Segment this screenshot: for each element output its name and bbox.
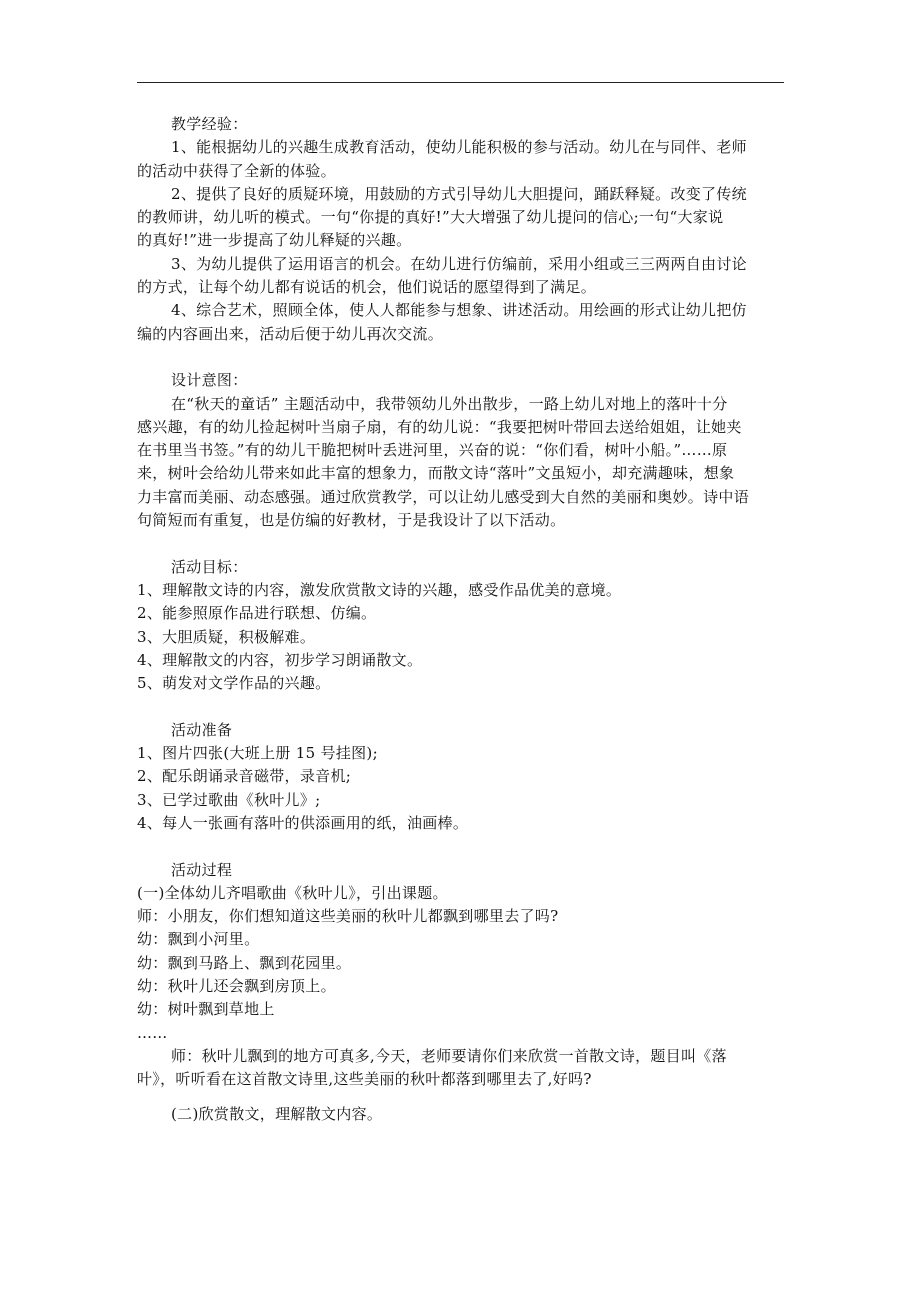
section-heading-prep: 活动准备 xyxy=(171,720,233,739)
section-heading-goals: 活动目标： xyxy=(171,557,248,576)
list-item: 4、每人一张画有落叶的供添画用的纸，油画棒。 xyxy=(137,813,469,832)
dialogue-line: 师：小朋友，你们想知道这些美丽的秋叶儿都飘到哪里去了吗? xyxy=(137,907,559,926)
paragraph-line: 句简短而有重复，也是仿编的好教材，于是我设计了以下活动。 xyxy=(137,511,566,530)
document-body xyxy=(137,113,784,1127)
dialogue-line: 叶》，听听看在这首散文诗里,这些美丽的秋叶都落到哪里去了,好吗? xyxy=(137,1070,592,1089)
list-item: 5、萌发对文学作品的兴趣。 xyxy=(137,674,331,693)
section-heading-experience: 教学经验： xyxy=(171,115,248,133)
paragraph-line: 在“秋天的童话” 主题活动中，我带领幼儿外出散步，一路上幼儿对地上的落叶十分 xyxy=(171,394,728,413)
paragraph-line: 的方式，让每个幼儿都有说话的机会，他们说话的愿望得到了满足。 xyxy=(137,278,597,297)
paragraph-line: 2、提供了良好的质疑环境，用鼓励的方式引导幼儿大胆提问，踊跃释疑。改变了传统 xyxy=(171,184,747,203)
dialogue-line: 幼：飘到小河里。 xyxy=(137,930,260,949)
dialogue-line: 师：秋叶儿飘到的地方可真多,今天，老师要请你们来欣赏一首散文诗，题目叫《落 xyxy=(171,1046,727,1065)
ellipsis-line: …… xyxy=(137,1023,168,1042)
list-item: 1、理解散文诗的内容，激发欣赏散文诗的兴趣，感受作品优美的意境。 xyxy=(137,580,622,599)
section-heading-process: 活动过程 xyxy=(171,860,233,879)
paragraph-line: 来，树叶会给幼儿带来如此丰富的想象力，而散文诗“落叶”文虽短小，却充满趣味，想象 xyxy=(137,464,735,483)
paragraph-line: 感兴趣，有的幼儿捡起树叶当扇子扇，有的幼儿说：“我要把树叶带回去送给姐姐，让她夹 xyxy=(137,417,742,436)
paragraph-line: 的教师讲，幼儿听的模式。一句“你提的真好!”大大增强了幼儿提问的信心;一句“大家说 xyxy=(137,208,724,227)
section-heading-design: 设计意图： xyxy=(171,371,248,390)
paragraph-line: 3、为幼儿提供了运用语言的机会。在幼儿进行仿编前，采用小组或三三两两自由讨论 xyxy=(171,254,747,273)
paragraph-line: 编的内容画出来，活动后便于幼儿再次交流。 xyxy=(137,324,444,343)
list-item: 4、理解散文的内容，初步学习朗诵散文。 xyxy=(137,650,423,669)
paragraph-line: 在书里当书签。”有的幼儿干脆把树叶丢进河里，兴奋的说：“你们看，树叶小船。”……原 xyxy=(137,441,728,460)
dialogue-line: 幼：飘到马路上、飘到花园里。 xyxy=(137,953,352,972)
list-item: 1、图片四张(大班上册 15 号挂图); xyxy=(137,744,378,763)
list-item: 3、大胆质疑，积极解难。 xyxy=(137,627,316,646)
list-item: 2、配乐朗诵录音磁带，录音机; xyxy=(137,767,352,786)
list-item: 2、能参照原作品进行联想、仿编。 xyxy=(137,604,377,623)
list-item: 3、已学过歌曲《秋叶儿》; xyxy=(137,790,321,809)
paragraph-line: 力丰富而美丽、动态感强。通过欣赏教学，可以让幼儿感受到大自然的美丽和奥妙。诗中语 xyxy=(137,487,750,506)
dialogue-line: 幼：树叶飘到草地上 xyxy=(137,1000,275,1019)
process-step-2: (二)欣赏散文，理解散文内容。 xyxy=(171,1105,383,1124)
paragraph-line: (一)全体幼儿齐唱歌曲《秋叶儿》，引出课题。 xyxy=(137,883,448,902)
dialogue-line: 幼：秋叶儿还会飘到房顶上。 xyxy=(137,976,336,995)
paragraph-line: 1、能根据幼儿的兴趣生成教育活动，使幼儿能积极的参与活动。幼儿在与同伴、老师 xyxy=(171,138,747,157)
paragraph-line: 的真好!”进一步提高了幼儿释疑的兴趣。 xyxy=(137,231,412,250)
header-rule xyxy=(137,82,784,83)
paragraph-line: 的活动中获得了全新的体验。 xyxy=(137,161,336,180)
paragraph-line: 4、综合艺术，照顾全体，使人人都能参与想象、讲述活动。用绘画的形式让幼儿把仿 xyxy=(171,301,747,320)
